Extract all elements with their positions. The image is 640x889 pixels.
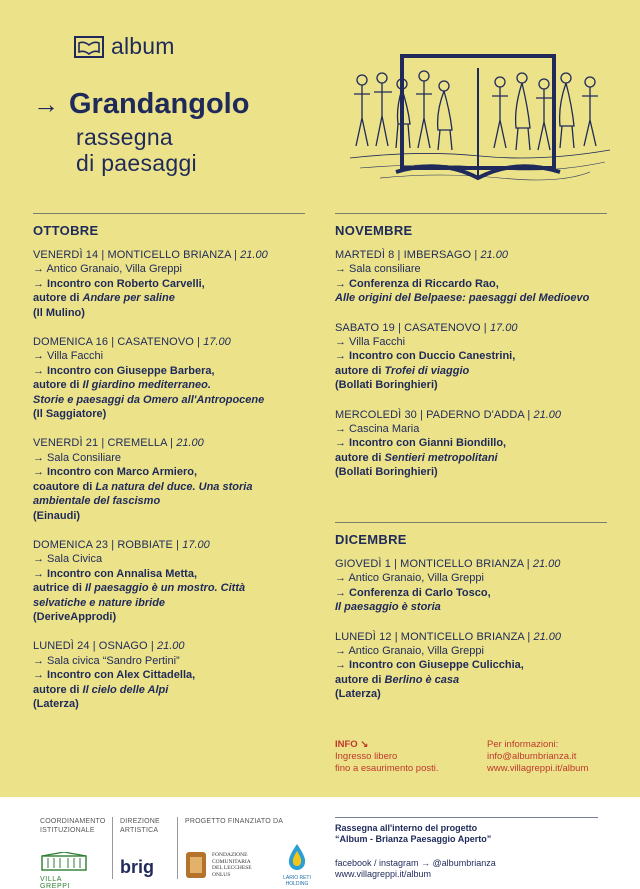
event-item: [33, 639, 305, 711]
event-speaker: → Incontro con Gianni Biondillo,: [335, 437, 507, 450]
contact-website-link[interactable]: www.villagreppi.it/album: [487, 763, 589, 774]
divider: [33, 213, 305, 214]
page-title: [33, 88, 249, 121]
event-date: VENERDÌ 21 | CREMELLA |: [33, 437, 177, 450]
lario-reti-logo: [272, 843, 322, 887]
column-dicembre: [335, 522, 607, 717]
event-speaker: → Incontro con Marco Armiero,: [33, 466, 198, 479]
event-time: 21.00: [156, 640, 185, 653]
fondazione-line: DEL LECCHESE: [212, 865, 252, 871]
event-speaker: → Incontro con Alex Cittadella,: [33, 669, 196, 682]
footer-info: [335, 823, 615, 880]
event-book-prefix: autore di: [335, 451, 385, 464]
direzione-label: [120, 817, 160, 835]
event-time: 21.00: [480, 249, 508, 261]
event-speaker: → Incontro con Annalisa Metta,: [33, 567, 197, 580]
event-venue: → Sala Civica: [33, 553, 103, 566]
event-time: 17.00: [489, 321, 518, 334]
fondazione-text: [212, 852, 252, 878]
event-item: [33, 436, 305, 522]
event-publisher: (Einaudi): [33, 509, 81, 522]
event-venue: → Sala civica “Sandro Pertini”: [33, 654, 180, 667]
event-speaker: → Incontro con Giuseppe Barbera,: [33, 364, 215, 377]
event-item: [335, 557, 607, 615]
divider: [335, 522, 607, 523]
fondazione-logo: [185, 851, 252, 879]
divider: [335, 213, 607, 214]
dancers-book-illustration: [340, 38, 620, 200]
event-venue: → Antico Granaio, Villa Greppi: [335, 572, 484, 585]
event-book-line2: selvatiche e nature ibride: [33, 596, 166, 609]
event-speaker: → Conferenza di Carlo Tosco,: [335, 586, 491, 599]
event-book: Andare per saline: [82, 292, 175, 305]
info-entry: [335, 739, 465, 775]
arrow-right-icon: →: [33, 89, 59, 119]
coordinamento-label: [40, 817, 105, 835]
footer-separator: [177, 817, 178, 879]
event-date: DOMENICA 23 | ROBBIATE |: [33, 538, 183, 551]
info-contacts: [487, 739, 607, 775]
album-logo: [74, 33, 175, 60]
event-date: GIOVEDÌ 1 | MONTICELLO BRIANZA |: [335, 558, 533, 570]
event-date: DOMENICA 16 | CASATENOVO |: [33, 336, 204, 349]
brig-logo: [120, 857, 154, 878]
footer-separator: [112, 817, 113, 879]
event-publisher: (Laterza): [33, 697, 79, 710]
event-date: LUNEDÌ 12 | MONTICELLO BRIANZA |: [335, 630, 534, 643]
contact-email-link[interactable]: info@albumbrianza.it: [487, 751, 577, 762]
event-book-prefix: coautore di: [33, 480, 96, 493]
event-book: La natura del duce. Una storia: [95, 480, 253, 493]
event-item: [33, 538, 305, 624]
event-publisher: (Il Mulino): [33, 306, 85, 319]
villa-greppi-text: VILLA GREPPI: [40, 876, 71, 889]
info-label: INFO ↘: [335, 739, 369, 750]
fondazione-emblem-icon: [185, 851, 207, 879]
social-link[interactable]: facebook / instagram → @albumbrianza: [335, 858, 496, 868]
event-item: [33, 248, 305, 320]
event-book-prefix: autore di: [33, 683, 83, 696]
event-book: Sentieri metropolitani: [384, 451, 498, 464]
event-publisher: (Bollati Boringhieri): [335, 466, 438, 479]
event-book-line2: ambientale del fascismo: [33, 495, 161, 508]
logo-text: album: [111, 33, 175, 59]
event-time: 21.00: [532, 558, 561, 570]
event-publisher: (Il Saggiatore): [33, 408, 107, 421]
month-heading: DICEMBRE: [335, 532, 407, 547]
event-venue: → Sala Consiliare: [33, 451, 122, 464]
event-time: 21.00: [533, 408, 561, 421]
event-book-prefix: autore di: [335, 673, 385, 686]
event-venue: → Villa Facchi: [335, 336, 406, 349]
book-icon: [74, 36, 104, 58]
event-date: VENERDÌ 14 | MONTICELLO BRIANZA |: [33, 249, 241, 261]
event-book: Il giardino mediterraneo.: [82, 379, 211, 392]
rassegna-line: Rassegna all'interno del progetto: [335, 823, 478, 833]
progetto-label: PROGETTO FINANZIATO DA: [185, 818, 284, 825]
event-item: [33, 335, 305, 421]
event-book-line2: Storie e paesaggi da Omero all'Antropocene: [33, 393, 265, 406]
event-book: Il paesaggio è storia: [335, 601, 441, 614]
event-time: 17.00: [182, 538, 210, 551]
fondazione-line: FONDAZIONE: [212, 852, 248, 858]
event-date: SABATO 19 | CASATENOVO |: [335, 321, 490, 334]
page-subtitle: [76, 124, 197, 176]
footer-divider: [335, 817, 598, 818]
month-heading: OTTOBRE: [33, 223, 99, 238]
subtitle-line: rassegna: [76, 124, 174, 150]
fondazione-line: ONLUS: [212, 871, 231, 878]
event-speaker: → Incontro con Giuseppe Culicchia,: [335, 659, 524, 672]
event-book-prefix: autore di: [335, 364, 385, 377]
event-date: MERCOLEDÌ 30 | PADERNO D'ADDA |: [335, 408, 534, 421]
event-publisher: (Laterza): [335, 688, 381, 701]
fondazione-line: COMUNITARIA: [212, 858, 251, 865]
event-publisher: (Bollati Boringhieri): [335, 379, 438, 392]
lario-text: LARIO RETI HOLDING: [283, 875, 311, 887]
event-time: 21.00: [240, 249, 268, 261]
info-line: Ingresso libero: [335, 751, 398, 762]
footer-website-link[interactable]: www.villagreppi.it/album: [335, 869, 432, 879]
event-item: [335, 630, 607, 702]
rassegna-line: “Album - Brianza Paesaggio Aperto”: [335, 834, 492, 844]
event-venue: → Sala consiliare: [335, 263, 421, 276]
footer-label-line: ISTITUZIONALE: [40, 827, 95, 834]
event-speaker: → Incontro con Duccio Canestrini,: [335, 350, 516, 363]
event-venue: → Cascina Maria: [335, 423, 420, 436]
column-ottobre: [33, 213, 305, 726]
month-heading: NOVEMBRE: [335, 223, 413, 238]
event-venue: → Villa Facchi: [33, 350, 104, 363]
footer-label-line: ARTISTICA: [120, 827, 159, 834]
event-book: Il cielo delle Alpi: [82, 683, 169, 696]
title-text: Grandangolo: [69, 88, 250, 120]
event-time: 21.00: [533, 630, 562, 643]
event-book-prefix: autore di: [33, 292, 83, 305]
event-speaker: → Incontro con Roberto Carvelli,: [33, 277, 205, 290]
event-date: LUNEDÌ 24 | OSNAGO |: [33, 640, 157, 653]
event-item: [335, 321, 607, 393]
event-publisher: (DeriveApprodi): [33, 610, 117, 623]
event-speaker: → Conferenza di Riccardo Rao,: [335, 277, 499, 290]
event-book: Il paesaggio è un mostro. Città: [84, 582, 246, 595]
footer-label-line: COORDINAMENTO: [40, 818, 106, 825]
contact-label: Per informazioni:: [487, 739, 559, 750]
footer: [0, 797, 640, 889]
villa-greppi-logo: [40, 852, 88, 889]
event-time: 17.00: [203, 336, 231, 349]
event-book: Trofei di viaggio: [384, 364, 470, 377]
column-novembre: [335, 213, 607, 495]
info-line: fino a esaurimento posti.: [335, 763, 439, 774]
event-item: [335, 248, 607, 306]
subtitle-line: di paesaggi: [76, 150, 197, 176]
event-item: [335, 408, 607, 480]
event-book: Berlino è casa: [384, 673, 460, 686]
event-book-prefix: autrice di: [33, 582, 85, 595]
brig-text: brig: [120, 857, 154, 877]
event-venue: → Antico Granaio, Villa Greppi: [33, 263, 182, 276]
footer-label-line: DIREZIONE: [120, 818, 160, 825]
event-book-prefix: autore di: [33, 379, 83, 392]
info-block: [335, 739, 607, 775]
event-time: 21.00: [176, 437, 204, 450]
event-date: MARTEDÌ 8 | IMBERSAGO |: [335, 249, 481, 261]
villa-greppi-icon: [40, 852, 88, 872]
water-drop-icon: [286, 843, 308, 871]
event-venue: → Antico Granaio, Villa Greppi: [335, 645, 484, 658]
event-book: Alle origini del Belpaese: paesaggi del Medioevo: [335, 292, 590, 305]
